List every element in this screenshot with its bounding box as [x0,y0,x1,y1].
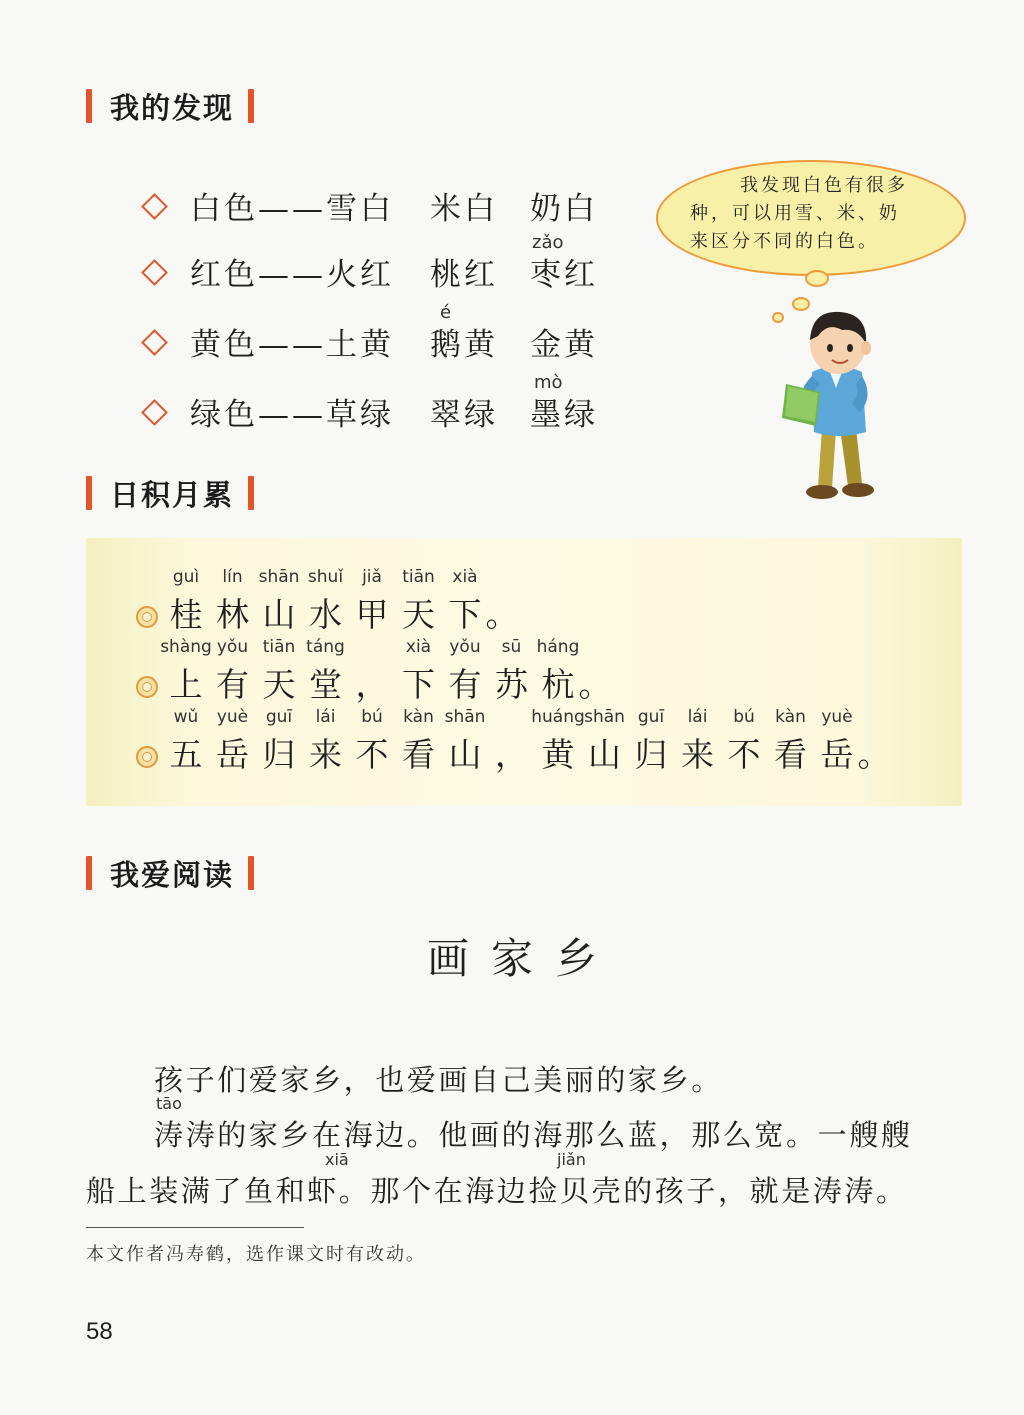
color-head: 绿色——草绿 [190,397,394,433]
title-bar-right [248,476,254,510]
title-bar-left [86,856,92,890]
pinyin: yuè [821,707,853,727]
section-title-text: 我爱阅读 [110,857,235,892]
thought-bubble-text [690,172,940,256]
discover-row [138,372,618,434]
pinyin: háng [536,637,580,657]
color-head: 黄色——土黄 [190,327,394,363]
saying-char: 水 [309,595,342,634]
saying-char: 甲 [355,595,389,634]
title-bar-right [248,89,254,123]
section-title-accumulate [86,473,254,513]
saying-period: 。 [485,595,519,634]
pinyin: é [440,302,452,323]
color-head: 红色——火红 [190,257,394,293]
pinyin: bú [361,707,383,727]
pinyin: táng [306,637,345,657]
pinyin: wǔ [173,707,199,727]
saying-char: 天 [262,665,296,704]
saying-punctuation: ， [495,735,528,774]
saying-char: 不 [727,735,761,774]
pinyin: jiǎn [557,1150,586,1169]
color-word: 鹅黄 [430,327,498,363]
pinyin: shàng [160,637,212,657]
pinyin: lín [222,567,243,587]
discover-row [138,168,618,228]
section-title-reading [86,853,254,893]
title-bar-left [86,89,92,123]
color-word: 桃红 [430,257,498,293]
color-word: 墨绿 [530,397,598,433]
pinyin: bú [733,707,755,727]
discover-row [138,232,618,294]
section-title-text: 我的发现 [110,90,235,125]
pinyin: zǎo [532,232,564,253]
title-bar-right [248,856,254,890]
saying-period: 。 [578,665,612,704]
saying-char: 来 [681,735,714,774]
pinyin: huáng [531,707,585,727]
saying-char: 堂 [309,665,342,704]
discover-row [138,302,618,364]
pinyin: shān [584,707,625,727]
story-paragraph-1: 孩子们爱家乡，也爱画自己美丽的家乡。 [154,1063,723,1097]
diamond-bullet-icon [141,259,168,286]
saying-char: 有 [448,665,482,704]
saying-char: 有 [216,665,249,704]
saying-char: 黄 [541,735,575,774]
pinyin: shān [258,567,300,587]
saying-char: 山 [262,595,296,634]
saying-char: 归 [262,735,296,774]
saying-char: 上 [169,665,203,704]
saying-char: 下 [402,665,435,704]
pinyin: xiā [325,1150,349,1169]
saying-char: 看 [774,735,807,774]
pinyin: sū [501,637,522,657]
saying-char: 桂 [169,595,203,634]
saying-line [136,707,936,776]
color-word: 枣红 [530,257,598,293]
story-paragraph-2-line-1: 涛涛的家乡在海边。他画的海那么蓝，那么宽。一艘艘 [154,1118,913,1152]
footnote-divider [86,1227,304,1228]
pinyin: guī [637,707,665,727]
saying-char: 山 [448,735,482,774]
saying-line [136,567,936,636]
diamond-bullet-icon [141,193,168,220]
saying-char: 杭 [541,665,575,704]
saying-char: 不 [355,735,389,774]
saying-period: 。 [857,735,891,774]
circle-bullet-icon [136,746,158,768]
pinyin: kàn [775,707,806,727]
boy-reading-illustration [770,300,900,510]
pinyin: tiān [262,637,296,657]
section-title-discover [86,86,254,126]
color-word: 米白 [430,191,498,227]
circle-bullet-icon [136,676,158,698]
saying-char: 下 [448,595,482,634]
pinyin: tāo [156,1094,182,1113]
saying-char: 岳 [820,735,854,774]
bubble-line: 我发现白色有很多 [740,175,908,196]
pinyin: shuǐ [307,567,344,587]
pinyin: yǒu [216,637,249,657]
bubble-line: 种，可以用雪、米、奶 [690,203,900,224]
saying-char: 天 [402,595,435,634]
pinyin: xià [452,567,478,587]
saying-char: 林 [216,595,249,634]
saying-punctuation: ， [355,665,389,704]
saying-line [136,637,936,706]
pinyin: shān [444,707,486,727]
section-title-text: 日积月累 [110,477,235,512]
story-title: 画家乡 [426,934,619,983]
color-word: 翠绿 [430,397,498,433]
diamond-bullet-icon [141,399,168,426]
circle-bullet-icon [136,606,158,628]
pinyin: guī [265,707,293,727]
story-paragraph-2-line-2: 船上装满了鱼和虾。那个在海边捡贝壳的孩子，就是涛涛。 [86,1174,908,1208]
pinyin: xià [405,637,432,657]
pinyin: lái [315,707,336,727]
saying-char: 岳 [216,735,249,774]
color-head: 白色——雪白 [190,191,394,227]
title-bar-left [86,476,92,510]
footnote: 本文作者冯寿鹤，选作课文时有改动。 [86,1244,426,1265]
pinyin: tiān [402,567,435,587]
bubble-dot [805,270,829,287]
bubble-line: 来区分不同的白色。 [690,231,879,252]
saying-char: 山 [588,735,621,774]
saying-char: 五 [169,735,203,774]
saying-char: 归 [634,735,668,774]
page-number: 58 [86,1318,113,1345]
pinyin: yuè [216,707,249,727]
saying-char: 看 [402,735,435,774]
pinyin: yǒu [449,637,481,657]
saying-char: 来 [309,735,342,774]
pinyin: guì [172,567,200,587]
pinyin: kàn [403,707,434,727]
diamond-bullet-icon [141,329,168,356]
pinyin: lái [687,707,708,727]
pinyin: mò [534,372,563,393]
pinyin: jiǎ [362,567,382,587]
color-word: 奶白 [530,191,598,227]
color-word: 金黄 [530,327,598,363]
saying-char: 苏 [495,665,528,704]
